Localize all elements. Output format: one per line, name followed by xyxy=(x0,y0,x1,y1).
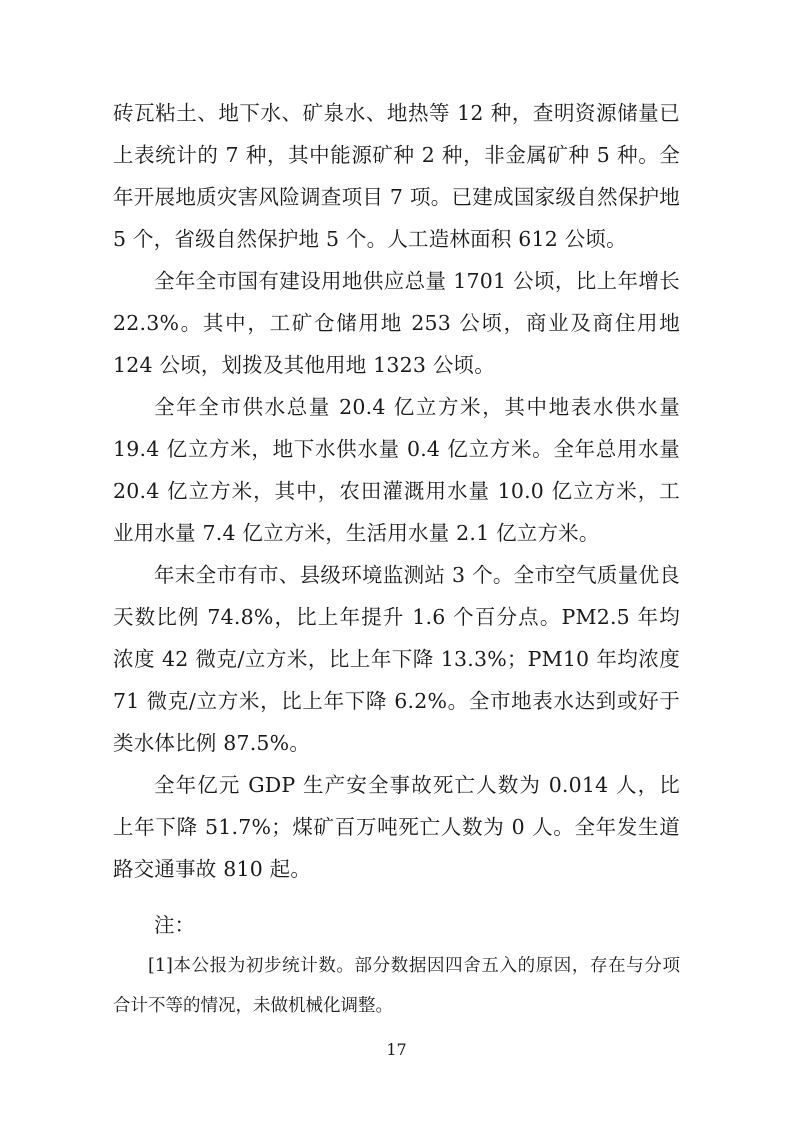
paragraph-5: 全年亿元 GDP 生产安全事故死亡人数为 0.014 人，比上年下降 51.7%；煤矿百万吨死亡人数为 0 人。全年发生道路交通事故 810 起。 xyxy=(113,773,680,881)
page-content xyxy=(113,92,680,1026)
page-number: 17 xyxy=(386,1040,407,1059)
note-spacer xyxy=(113,890,680,904)
note-body: [1]本公报为初步统计数。部分数据因四舍五入的原因，存在与分项合计不等的情况，未做机械化调整。 xyxy=(113,956,680,1016)
paragraph-3: 全年全市供水总量 20.4 亿立方米，其中地表水供水量 19.4 亿立方米，地下水供水量 0.4 亿立方米。全年总用水量 20.4 亿立方米，其中，农田灌溉用水量 10.0 亿立方米，工业用水量 7.4 亿立方米，生活用水量 2.1 亿立方米。 xyxy=(113,395,680,545)
note-label: 注： xyxy=(154,913,195,937)
paragraph-1: 砖瓦粘土、地下水、矿泉水、地热等 12 种，查明资源储量已上表统计的 7 种，其中能源矿种 2 种，非金属矿种 5 种。全年开展地质灾害风险调查项目 7 项。已建成国家级自然保护地 5 个，省级自然保护地 5 个。人工造林面积 612 公顷。 xyxy=(113,101,680,251)
paragraph-2: 全年全市国有建设用地供应总量 1701 公顷，比上年增长 22.3%。其中，工矿仓储用地 253 公顷，商业及商住用地 124 公顷，划拨及其他用地 1323 公顷。 xyxy=(113,269,680,377)
paragraph-4: 年末全市有市、县级环境监测站 3 个。全市空气质量优良天数比例 74.8%，比上年提升 1.6 个百分点。PM2.5 年均浓度 42 微克/立方米，比上年下降 13.3%；PM10 年均浓度 71 微克/立方米，比上年下降 6.2%。全市地表水达到或好于类水体比例 87.5%。 xyxy=(113,563,680,755)
